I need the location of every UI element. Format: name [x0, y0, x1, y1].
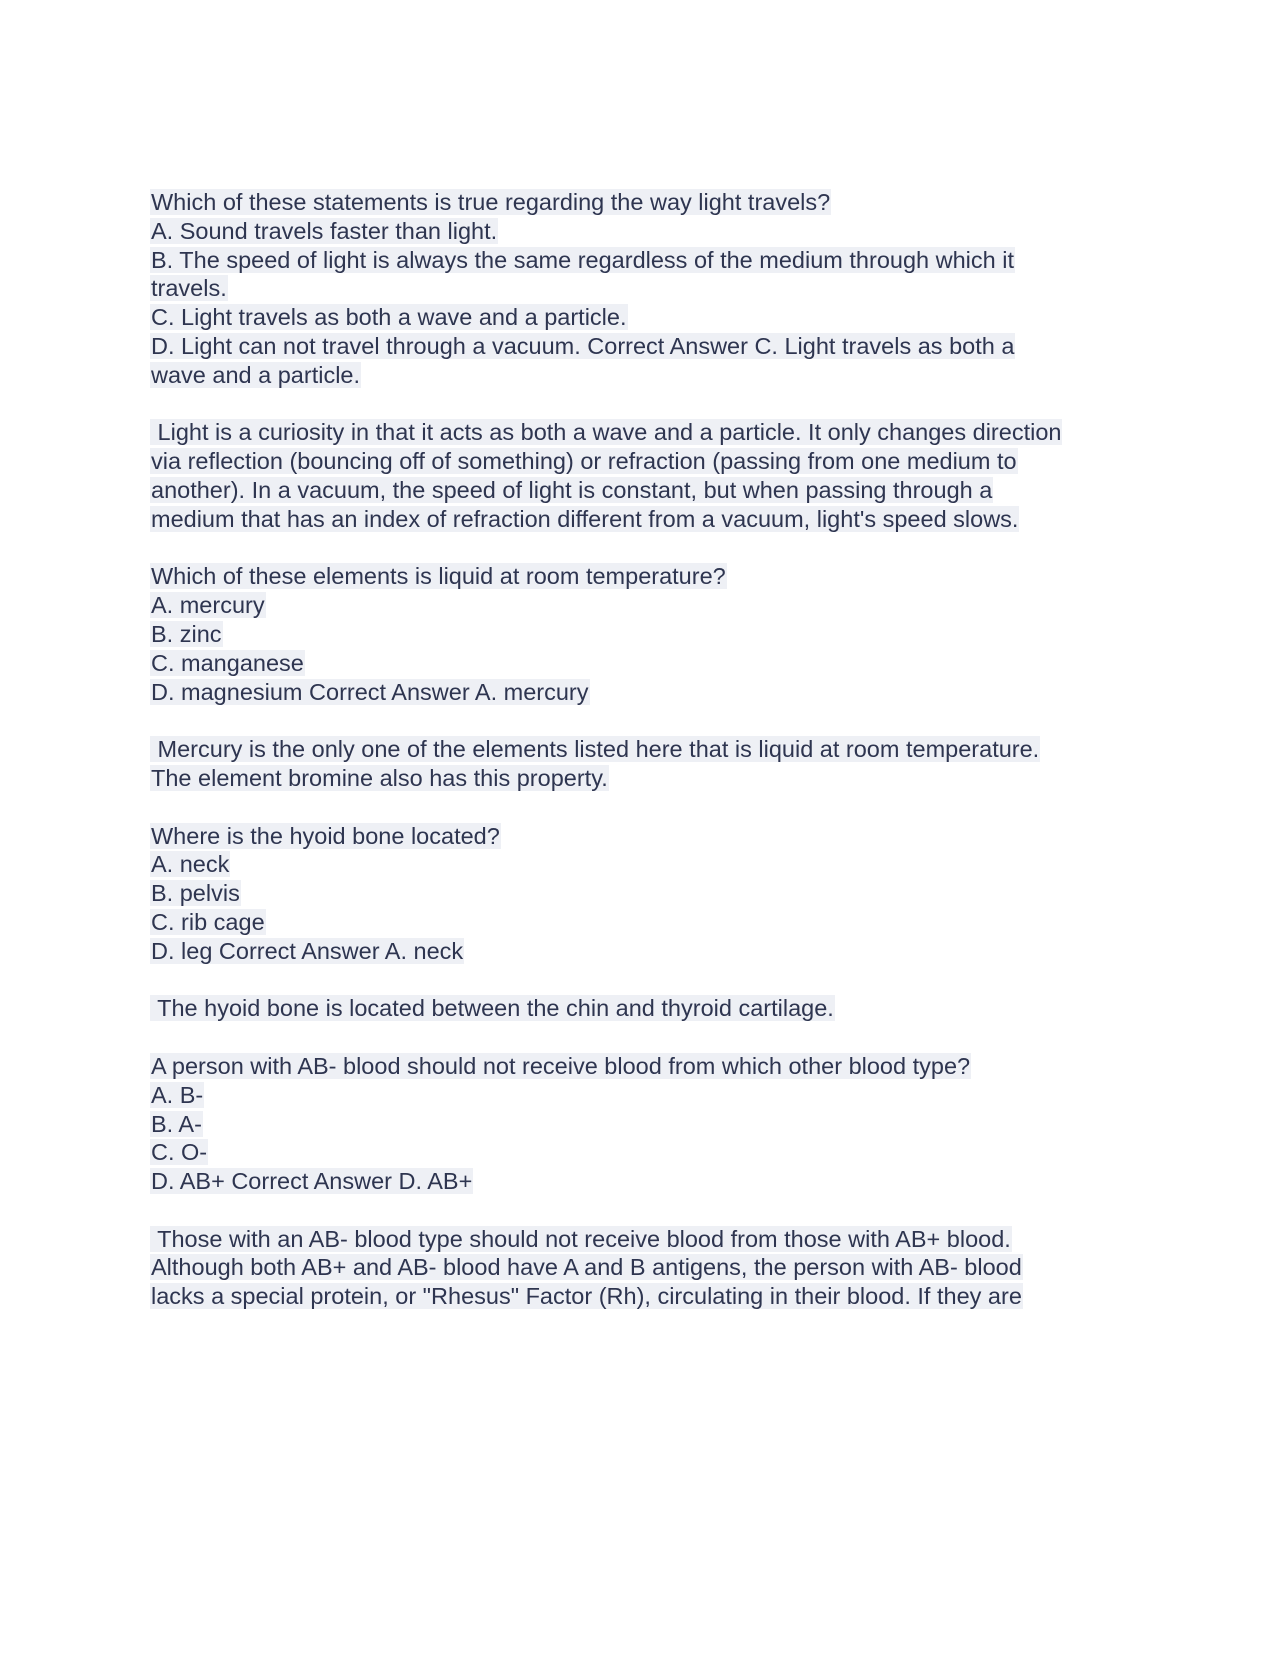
question-block-hyoid: [150, 822, 1130, 966]
document-page: [150, 188, 1130, 1311]
explanation-line: Mercury is the only one of the elements listed here that is liquid at room temperature.: [151, 736, 1040, 763]
explanation-block-blood-type: [150, 1225, 1130, 1311]
explanation-line: medium that has an index of refraction different from a vacuum, light's speed slows.: [151, 505, 1019, 532]
explanation-line: Those with an AB- blood type should not receive blood from those with AB+ blood.: [151, 1225, 1011, 1252]
answer-option-a: A. neck: [151, 851, 230, 878]
answer-option-b: B. A-: [151, 1110, 202, 1137]
spacer: [150, 793, 1130, 822]
question-text: Which of these elements is liquid at room temperature?: [151, 563, 726, 590]
spacer: [150, 706, 1130, 735]
explanation-line: via reflection (bouncing off of something) or refraction (passing from one medium to: [151, 448, 1017, 475]
answer-option-c: C. rib cage: [151, 908, 265, 935]
explanation-line: The element bromine also has this property.: [151, 764, 608, 791]
explanation-line: Light is a curiosity in that it acts as both a wave and a particle. It only changes direction: [151, 419, 1062, 446]
explanation-block-hyoid: [150, 994, 1130, 1023]
explanation-line: The hyoid bone is located between the chin and thyroid cartilage.: [151, 995, 834, 1022]
answer-option-c: C. Light travels as both a wave and a particle.: [151, 304, 627, 331]
answer-option-a: A. mercury: [151, 592, 265, 619]
question-block-light: [150, 188, 1130, 390]
answer-option-d-with-correct-answer: D. magnesium Correct Answer A. mercury: [151, 678, 589, 705]
answer-option-d-with-correct-answer: D. AB+ Correct Answer D. AB+: [151, 1168, 473, 1195]
spacer: [150, 966, 1130, 995]
answer-option-b: B. zinc: [151, 620, 222, 647]
explanation-line: Although both AB+ and AB- blood have A and B antigens, the person with AB- blood: [151, 1254, 1022, 1281]
answer-option-a: A. B-: [151, 1081, 204, 1108]
answer-option-c: C. O-: [151, 1139, 208, 1166]
explanation-line: lacks a special protein, or "Rhesus" Factor (Rh), circulating in their blood. If they are: [151, 1283, 1022, 1310]
question-text: Which of these statements is true regarding the way light travels?: [151, 189, 831, 215]
question-block-mercury: [150, 562, 1130, 706]
explanation-block-mercury: [150, 735, 1130, 793]
answer-option-c: C. manganese: [151, 649, 304, 676]
answer-option-d-with-correct-answer: D. Light can not travel through a vacuum. Correct Answer C. Light travels as both a: [151, 332, 1015, 359]
spacer: [150, 1196, 1130, 1225]
spacer: [150, 1023, 1130, 1052]
question-block-blood-type: [150, 1052, 1130, 1196]
explanation-block-light: [150, 418, 1130, 533]
answer-option-a: A. Sound travels faster than light.: [151, 217, 498, 244]
answer-option-b: B. pelvis: [151, 880, 240, 907]
question-text: Where is the hyoid bone located?: [151, 822, 500, 849]
answer-option-b-continued: travels.: [151, 275, 227, 302]
explanation-line: another). In a vacuum, the speed of light is constant, but when passing through a: [151, 476, 993, 503]
spacer: [150, 534, 1130, 563]
answer-option-b: B. The speed of light is always the same regardless of the medium through which it: [151, 246, 1014, 273]
spacer: [150, 390, 1130, 419]
question-text: A person with AB- blood should not receive blood from which other blood type?: [151, 1052, 971, 1079]
answer-option-d-with-correct-answer: D. leg Correct Answer A. neck: [151, 937, 464, 964]
correct-answer-continued: wave and a particle.: [151, 361, 361, 388]
